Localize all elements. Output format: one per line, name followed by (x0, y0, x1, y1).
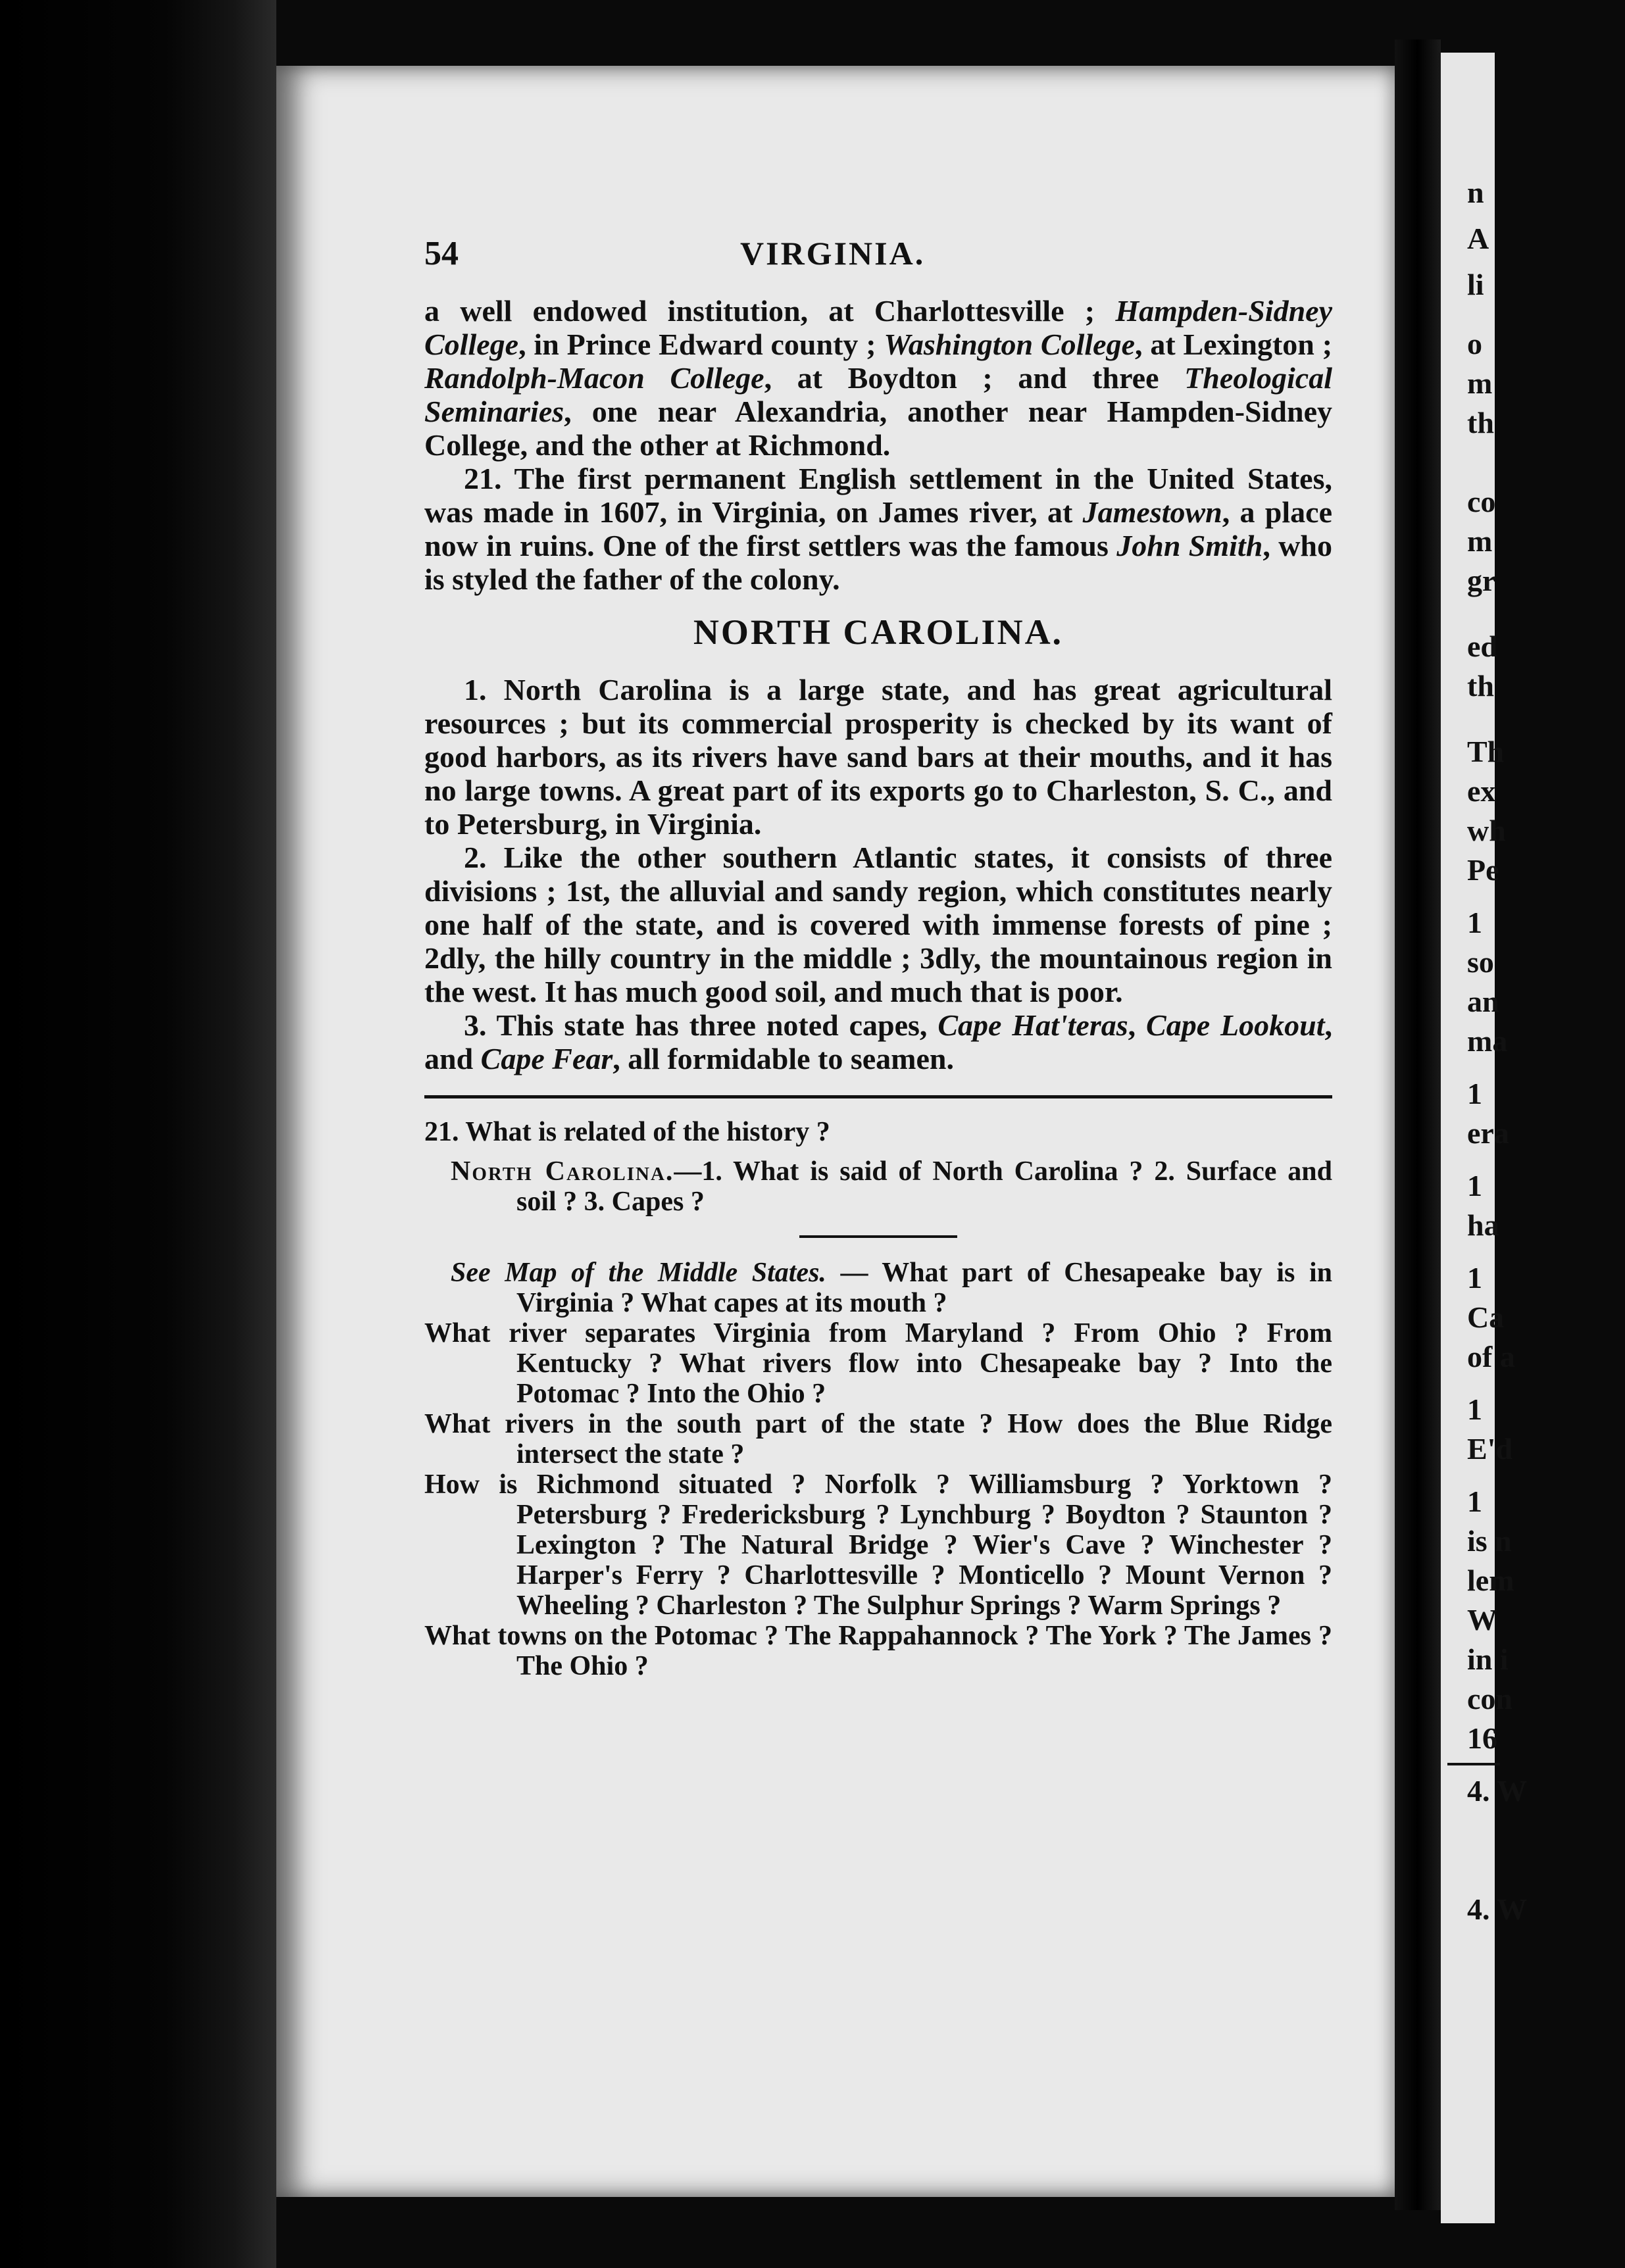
question-south: What rivers in the south part of the state ? How does the Blue Ridge intersect the state ? (424, 1409, 1332, 1469)
facing-page-fragment: Ca (1467, 1300, 1505, 1334)
text-run: , (1128, 1008, 1147, 1042)
short-divider (799, 1235, 957, 1238)
text-run: , at Boydton ; and three (764, 361, 1185, 395)
italic-run: Jamestown (1082, 495, 1222, 529)
binding-shadow (0, 0, 276, 2268)
page-gutter (1395, 39, 1441, 2210)
text-run: , and (424, 1008, 1332, 1075)
facing-page-fragment: li (1467, 268, 1484, 301)
facing-page-fragment: of a (1467, 1340, 1515, 1373)
italic-run: Cape Hat'teras (938, 1008, 1128, 1042)
italic-run: Theological Seminaries (424, 361, 1332, 428)
page-content (424, 237, 1332, 1681)
facing-page-fragment: so (1467, 945, 1494, 979)
text-run: , who is styled the father of the colony. (424, 529, 1332, 596)
italic-run: Cape Lookout (1146, 1008, 1325, 1042)
running-head: VIRGINIA. (740, 235, 926, 272)
paragraph-21 (424, 462, 1332, 596)
text-run: 2. Like the other southern Atlantic states, it consists of three divisions ; 1st, the alluvial and sandy region, which constitutes nearly one half of the state, and is covered with immense forests of pine ; 2dly, the hilly country in the middle ; 3dly, the mountainous region in the west. It has much good soil, and much that is poor. (424, 841, 1332, 1008)
facing-page-fragment: th (1467, 406, 1494, 439)
facing-page-fragment: ma (1467, 1024, 1508, 1058)
facing-page-fragment: lem (1467, 1564, 1514, 1597)
question-nc-label: North Carolina. (451, 1156, 674, 1187)
text-run: , one near Alexandria, another near Hampden-Sidney College, and the other at Richmond. (424, 395, 1332, 462)
facing-page-fragment: 1 (1467, 1261, 1482, 1294)
facing-page-fragment: ed (1467, 629, 1497, 663)
facing-page-fragment: 16 (1467, 1721, 1497, 1755)
italic-run: John Smith (1116, 529, 1263, 562)
text-run: , all formidable to seamen. (612, 1042, 954, 1075)
facing-page-fragment: Th (1467, 735, 1505, 768)
italic-run: Randolph-Macon College (424, 361, 764, 395)
facing-page-fragment: o (1467, 327, 1482, 360)
question-towns: How is Richmond situated ? Norfolk ? Williamsburg ? Yorktown ? Petersburg ? Fredericksburg ? Lynchburg ? Boydton ? Staunton ? Lexington ? The Natural Bridge ? Wier's Cave ? Winchester ? Harper's Ferry ? Charlottesville ? Monticello ? Mount Vernon ? Wheeling ? Charleston ? The Sulphur Springs ? Warm Springs ? (424, 1469, 1332, 1621)
text-run: 3. This state has three noted capes, (464, 1008, 938, 1042)
facing-page-fragment: Pe (1467, 853, 1499, 887)
facing-page-rule (1447, 1763, 1500, 1765)
facing-page-fragment: ha (1467, 1208, 1499, 1242)
facing-page-fragment: is n (1467, 1524, 1512, 1558)
facing-page-fragment: an (1467, 985, 1499, 1018)
facing-page-fragment: n (1467, 176, 1484, 209)
facing-page-fragment: A (1467, 222, 1489, 255)
paragraph-nc-1 (424, 673, 1332, 841)
facing-page-fragment: 1 (1467, 1077, 1482, 1110)
facing-page-fragment: m (1467, 366, 1493, 400)
question-21: 21. What is related of the history ? (424, 1117, 830, 1147)
facing-page-fragment: 4. W (1467, 1892, 1528, 1926)
section-title: NORTH CAROLINA. (693, 612, 1064, 652)
paragraph-nc-3 (424, 1008, 1332, 1075)
facing-page-fragment: 1 (1467, 906, 1482, 939)
question-nc-text: —1. What is said of North Carolina ? 2. Surface and soil ? 3. Capes ? (516, 1156, 1332, 1217)
section-divider (424, 1095, 1332, 1098)
question-potomac: What towns on the Potomac ? The Rappahannock ? The York ? The James ? The Ohio ? (424, 1621, 1332, 1681)
question-rivers: What river separates Virginia from Maryland ? From Ohio ? From Kentucky ? What rivers flow into Chesapeake bay ? Into the Potomac ? Into the Ohio ? (424, 1318, 1332, 1409)
facing-page-fragment: W (1467, 1603, 1497, 1637)
text-run: , at Lexington ; (1135, 328, 1333, 361)
facing-page-fragment: ex (1467, 774, 1496, 808)
facing-page-edge (1441, 53, 1528, 2223)
paragraph-nc-2 (424, 841, 1332, 1008)
italic-run: Cape Fear (480, 1042, 613, 1075)
facing-page-fragment: 1 (1467, 1169, 1482, 1202)
text-run: a well endowed institution, at Charlottesville ; (424, 294, 1116, 328)
text-run: 21. The first permanent English settlement in the United States, was made in 1607, in Virginia, on James river, at (424, 462, 1332, 529)
facing-page-fragment: 4. W (1467, 1774, 1528, 1808)
text-run: , a place now in ruins. One of the first settlers was the famous (424, 495, 1332, 562)
question-map-label: See Map of the Middle States. (451, 1258, 826, 1288)
review-questions (424, 1117, 1332, 1681)
question-north-carolina (424, 1156, 1332, 1217)
page-number: 54 (424, 235, 459, 272)
facing-page-fragment: 1 (1467, 1393, 1482, 1426)
facing-page-fragment: m (1467, 524, 1493, 558)
facing-page-fragment: E'd (1467, 1432, 1513, 1466)
paragraph-continuation (424, 294, 1332, 462)
question-map (424, 1258, 1332, 1318)
italic-run: Hampden-Sidney College (424, 294, 1332, 361)
facing-page-fragment: wh (1467, 814, 1506, 847)
text-run: , in Prince Edward county ; (518, 328, 884, 361)
page-header (424, 237, 1332, 270)
facing-page-fragment: con (1467, 1682, 1512, 1715)
facing-page-fragment: co (1467, 485, 1496, 518)
text-run: 1. North Carolina is a large state, and has great agricultural resources ; but its commercial prosperity is checked by its want of good harbors, as its rivers have sand bars at their mouths, and it has no large towns. A great part of its exports go to Charleston, S. C., and to Petersburg, in Virginia. (424, 673, 1332, 841)
italic-run: Washington College (884, 328, 1135, 361)
facing-page-fragment: th (1467, 669, 1494, 703)
facing-page-fragment: era (1467, 1116, 1509, 1150)
facing-page-fragment: in i (1467, 1642, 1509, 1676)
facing-page-fragment: gr (1467, 564, 1496, 597)
question-map-text: — What part of Chesapeake bay is in Virginia ? What capes at its mouth ? (516, 1258, 1332, 1318)
facing-page-fragment: 1 (1467, 1485, 1482, 1518)
